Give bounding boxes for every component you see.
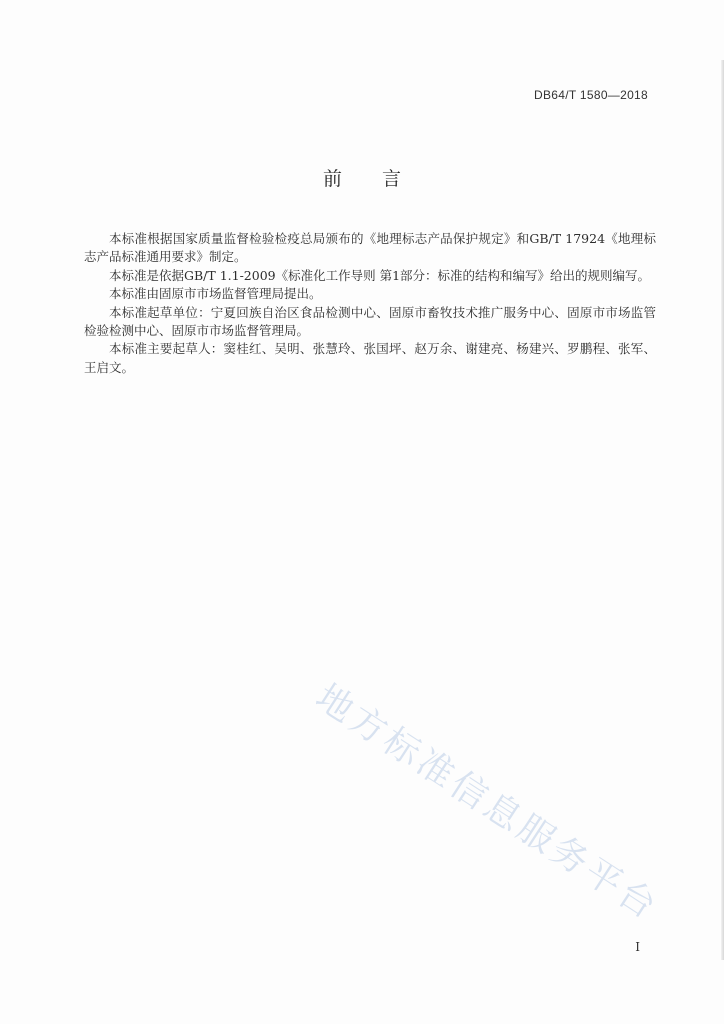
paragraph-drafting-units: 本标准起草单位：宁夏回族自治区食品检测中心、固原市畜牧技术推广服务中心、固原市市场监管检验检测中心、固原市市场监督管理局。 xyxy=(84,304,656,339)
paragraph-basis: 本标准根据国家质量监督检验检疫总局颁布的《地理标志产品保护规定》和GB/T 17924《地理标志产品标准通用要求》制定。 xyxy=(84,231,656,265)
document-code: DB64/T 1580—2018 xyxy=(534,88,648,102)
paragraph-drafting-rules: 本标准是依据GB/T 1.1-2009《标准化工作导则 第1部分：标准的结构和编写》给出的规则编写。 xyxy=(109,267,651,283)
foreword-heading: 前言 xyxy=(322,168,441,190)
paragraph-drafters: 本标准主要起草人：窦桂红、吴明、张慧玲、张国坪、赵万余、谢建亮、杨建兴、罗鹏程、张军、王启文。 xyxy=(84,341,656,375)
page-number: I xyxy=(635,940,640,954)
paragraph-proposer: 本标准由固原市市场监督管理局提出。 xyxy=(109,286,322,302)
foreword-body xyxy=(84,230,656,377)
watermark: 地方标准信息服务平台 xyxy=(308,676,667,929)
